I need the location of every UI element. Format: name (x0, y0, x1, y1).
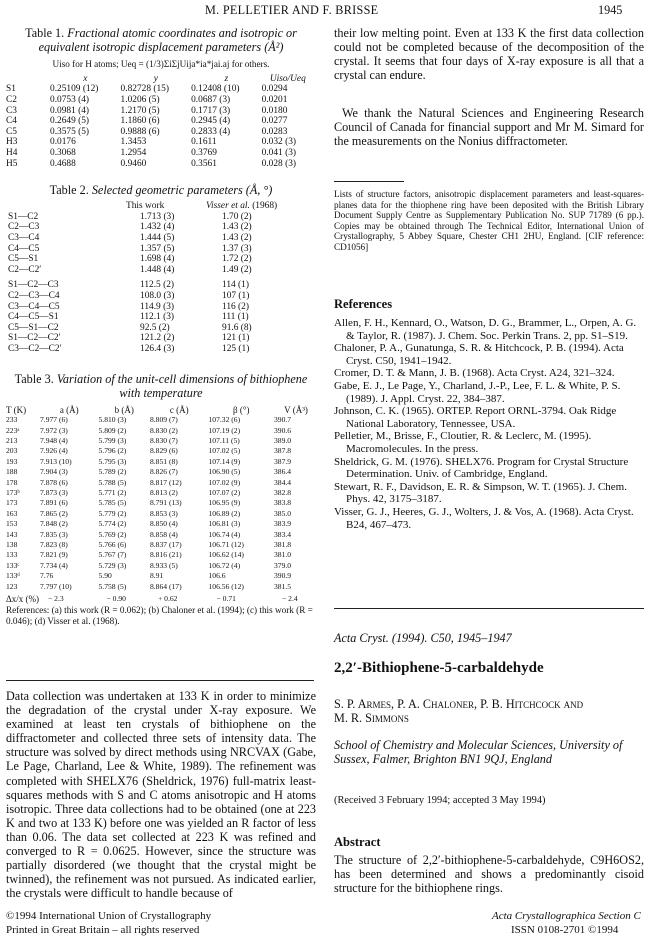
table1-formula: Uiso for H atoms; Ueq = (1/3)ΣiΣjUija*ia*jai.aj for others. (52, 59, 270, 70)
table-row (6, 426, 318, 436)
table3-cell: 8.830 (2) (149, 425, 178, 435)
table2-col-visser: Visser et al. (1968) (206, 201, 278, 212)
table2-param: S1—C2—C2′ (8, 333, 61, 344)
table3-cell: 106.71 (12) (208, 540, 244, 549)
table3-cell: 387.8 (274, 446, 292, 456)
table3-cell: 7.848 (2) (40, 519, 68, 529)
table-row (6, 446, 318, 456)
table1-cell: 0.2833 (4) (191, 126, 231, 137)
table-row (6, 291, 316, 302)
table3-cell: 7.972 (3) (40, 425, 68, 435)
table1-cell: 0.1611 (191, 137, 217, 148)
table2-visser: 125 (1) (222, 343, 250, 354)
table3-cell: 7.823 (8) (40, 540, 68, 549)
table3-delta-cell: − 2.4 (282, 594, 298, 604)
table3-header-row (6, 405, 318, 415)
table3-cell: 153 (6, 519, 18, 529)
table2-param: C4—C5—S1 (8, 312, 59, 323)
table3-col-header: β (°) (233, 404, 250, 415)
table-row (6, 244, 316, 255)
table3-cell: 5.795 (3) (98, 456, 127, 466)
table3-cell: 106.89 (2) (208, 508, 241, 518)
table2-visser: 91.6 (8) (222, 322, 252, 333)
table2-this-work: 126.4 (3) (140, 343, 175, 354)
table2-visser: 1.43 (2) (222, 222, 252, 233)
divider-short (334, 181, 404, 182)
table1-col-header (6, 74, 50, 85)
table2-this-work: 1.713 (3) (140, 211, 175, 222)
table-row (6, 233, 316, 244)
table3-delta-cell: − 0.90 (106, 594, 126, 604)
table2-header-row (6, 201, 316, 212)
table-row (6, 159, 314, 170)
table2-visser: 1.70 (2) (222, 211, 252, 222)
table-row (6, 436, 318, 446)
table3-cell: 178 (6, 477, 18, 487)
citation-text: Acta Cryst. (1994). C50, 1945–1947 (334, 631, 512, 645)
table2-param: C3—C4 (8, 233, 40, 243)
table-row (6, 571, 318, 581)
table3-cell: 8.850 (4) (149, 519, 178, 529)
table1-title: Fractional atomic coordinates and isotropic or equivalent isotropic displacement parameters (Å²) (38, 26, 297, 55)
table-row (6, 582, 318, 592)
table3-body (6, 415, 318, 592)
table3-cell: 7.977 (6) (40, 415, 68, 425)
reference-item: Sheldrick, G. M. (1976). SHELX76. Program for Crystal Structure Determination. Univ. of Cambridge, England. (334, 455, 629, 481)
table2-visser: 1.37 (3) (222, 243, 252, 254)
article-received: (Received 3 February 1994; accepted 3 May 1994) (334, 795, 546, 806)
table2-param: C4—C5 (8, 243, 40, 254)
table3-cell: 203 (6, 446, 18, 456)
table3-cell: 173ᵇ (6, 487, 20, 497)
table-row (6, 265, 316, 276)
table1-cell: C2 (6, 94, 17, 105)
table-row (6, 280, 316, 291)
table3-cell: 7.904 (3) (40, 467, 68, 477)
table3-cell: 8.851 (8) (149, 456, 178, 466)
table-row (6, 254, 316, 265)
table1-cell: 0.0283 (261, 126, 288, 137)
table3-cell: 8.813 (2) (149, 487, 178, 497)
table3-cell: 7.76 (40, 571, 54, 581)
table2 (6, 201, 316, 354)
running-header-authors: M. PELLETIER AND F. BRISSE (205, 3, 379, 17)
table2-label: Table 2. (49, 183, 89, 198)
divider-left (6, 680, 314, 681)
table2-visser: 1.72 (2) (222, 254, 252, 265)
table1-cell: 0.0753 (4) (50, 94, 90, 105)
table-row (6, 84, 314, 95)
table3-cell: 5.799 (3) (98, 435, 127, 445)
page-number: 1945 (598, 3, 623, 17)
table-row (6, 478, 318, 488)
table2-visser: 121 (1) (222, 333, 250, 344)
left-column (6, 26, 316, 627)
table1-cell: S1 (6, 84, 16, 95)
table3-cell: 8.858 (4) (149, 529, 178, 539)
table1-cell: 0.0981 (4) (50, 105, 90, 116)
table2-this-work: 121.2 (2) (140, 333, 175, 344)
acknowledgement: We thank the Natural Sciences and Engineering Research Council of Canada for financial support and Mr M. Simard for the measurements on the Nonius diffractometer. (334, 106, 644, 149)
table1 (6, 74, 314, 169)
table-row (6, 457, 318, 467)
table1-col-header: y (153, 73, 158, 84)
table-row (6, 561, 318, 571)
reference-item: Gabe, E. J., Le Page, Y., Charland, J.-P., Lee, F. L. & White, P. S. (1989). J. Appl. Cryst. 22, 384–387. (334, 379, 621, 405)
footer-issn: ISSN 0108-2701 ©1994 (511, 924, 619, 936)
table3-cell: 8.826 (7) (149, 467, 178, 477)
table3-cell: 8.829 (6) (149, 446, 178, 456)
table3-cell: 5.774 (2) (98, 519, 127, 529)
table3-cell: 173 (6, 498, 18, 508)
table3-cell: 5.796 (2) (98, 446, 127, 456)
table-row (6, 116, 314, 127)
table3-cell: 381.8 (274, 540, 292, 549)
table3-cell: 7.865 (2) (40, 508, 68, 518)
table3-delta-cell: + 0.62 (157, 594, 178, 604)
table2-param: C3—C2—C2′ (8, 343, 62, 354)
table3-footnote: References: (a) this work (R = 0.062); (b) Chaloner et al. (1994); (c) this work (R = 0.046); (d) Visser et al. (1968). (6, 605, 313, 627)
table1-cell: 0.0294 (261, 84, 288, 95)
table1-header-row (6, 74, 314, 85)
table1-cell: 0.0277 (261, 116, 288, 127)
table2-this-work: 108.0 (3) (140, 290, 175, 301)
table3-cell: 7.734 (4) (40, 560, 68, 570)
table3-cell: 7.821 (9) (40, 550, 68, 560)
table3-cell: 106.6 (208, 571, 226, 581)
table2-param: C5—S1 (8, 254, 39, 265)
table1-cell: 0.032 (3) (261, 137, 297, 148)
table3-cell: 7.948 (4) (40, 435, 68, 445)
table1-cell: 0.0176 (50, 137, 76, 148)
table1-cell: H3 (6, 137, 18, 148)
table3-delta-cell: − 2.3 (48, 594, 64, 604)
table3-cell: 133 (6, 550, 18, 560)
table-row (6, 323, 316, 334)
table3-cell: 163 (6, 508, 18, 518)
table2-this-work: 1.444 (5) (140, 233, 175, 243)
table3-cell: 223ᵃ (6, 425, 20, 435)
table1-cell: 1.2954 (120, 147, 147, 158)
abstract-heading: Abstract (334, 835, 381, 849)
table3-cell: 390.9 (274, 571, 292, 581)
table-row (6, 222, 316, 233)
table3-cell: 387.9 (274, 456, 292, 466)
table3-cell: 123 (6, 581, 18, 591)
table2-angles (6, 280, 316, 354)
table-row (6, 415, 318, 425)
references-heading: References (334, 297, 393, 311)
table3-cell: 5.766 (6) (98, 540, 127, 549)
table-row (6, 344, 316, 355)
table2-param: S1—C2—C3 (8, 280, 59, 291)
table-row (6, 106, 314, 117)
table3-col-header: b (Å) (114, 404, 134, 415)
references-list (334, 317, 644, 531)
table2-this-work: 1.357 (5) (140, 243, 175, 254)
table1-cell: C5 (6, 126, 17, 137)
table3-cell: 7.873 (3) (40, 487, 68, 497)
table-row (6, 498, 318, 508)
reference-item: Chaloner, P. A., Gunatunga, S. R. & Hitchcock, P. B. (1994). Acta Cryst. C50, 1941–1942. (334, 342, 624, 367)
table3-cell: 107.14 (9) (208, 456, 241, 466)
table3-cell: 107.19 (2) (208, 425, 241, 435)
table2-this-work: 1.432 (4) (140, 222, 175, 233)
table1-caption (6, 26, 316, 54)
table3-cell: 8.91 (149, 571, 164, 581)
table3-cell: 382.8 (274, 487, 292, 497)
table-row (6, 488, 318, 498)
table3-cell: 8.830 (7) (149, 435, 178, 445)
table3-delta-cell: − 0.71 (216, 594, 236, 604)
table3-cell: 133ᵈ (6, 571, 20, 581)
table1-col-header: x (83, 73, 88, 84)
table1-cell: 1.0206 (5) (120, 94, 160, 105)
table3-cell: 106.90 (5) (208, 467, 241, 477)
table1-cell: 0.1717 (3) (191, 105, 231, 116)
table2-this-work: 1.698 (4) (140, 254, 175, 265)
table3-cell: 383.4 (274, 529, 292, 539)
table3-cell: 379.0 (274, 560, 292, 570)
table1-cell: 0.3769 (191, 147, 217, 158)
table3-cell: 5.90 (98, 571, 112, 581)
table3-cell: 8.816 (21) (149, 550, 182, 560)
table2-visser: 107 (1) (222, 290, 250, 301)
table2-this-work: 112.5 (2) (140, 280, 175, 291)
table3-cell: 383.8 (274, 498, 292, 508)
table3-cell: 5.789 (2) (98, 467, 127, 477)
table-row (6, 530, 318, 540)
table1-col-header: Uiso/Ueq (269, 73, 306, 84)
table3-cell: 5.788 (5) (98, 477, 127, 487)
table3-cell: 5.758 (5) (98, 581, 127, 591)
table3-cell: 7.835 (3) (40, 529, 68, 539)
table1-cell: 0.2945 (4) (191, 116, 231, 127)
deposition-note: Lists of structure factors, anisotropic displacement parameters and least-squares-planes data for the thiophene ring have been deposited with the British Library Document Supply Centre as Supplementary Publication No. SUP 71789 (6 pp.). Copies may be obtained through The Technical Editor, International Union of Crystallography, 5 Abbey Square, Chester CH1 2HU, England. [CIF reference: CD1056] (334, 189, 644, 252)
table3-cell: 386.4 (274, 467, 292, 477)
table3-cell: 8.853 (3) (149, 508, 178, 518)
table3-cell: 383.9 (274, 519, 292, 529)
table1-cell: 1.1860 (6) (120, 116, 160, 127)
table1-cell: 0.028 (3) (261, 158, 297, 169)
table2-visser: 114 (1) (222, 280, 249, 291)
table3-cell: 7.797 (10) (40, 581, 72, 591)
table3-cell: 8.864 (17) (149, 581, 182, 591)
table1-cell: C4 (6, 116, 17, 127)
table1-cell: 0.041 (3) (261, 147, 297, 158)
table1-cell: 0.25109 (12) (50, 84, 99, 95)
footer-copyright: ©1994 International Union of Crystallography (6, 910, 212, 922)
table-row (6, 333, 316, 344)
table3-col-header: T (K) (6, 404, 27, 415)
table3-cell: 107.02 (9) (208, 477, 241, 487)
table3-cell: 390.6 (274, 425, 292, 435)
table-row (6, 148, 314, 159)
table1-cell: 0.12408 (10) (191, 84, 240, 95)
table3-caption (6, 372, 316, 400)
table1-cell: 0.3561 (191, 158, 217, 169)
table3-col-header: a (Å) (59, 404, 79, 415)
table3-cell: 8.933 (5) (149, 560, 178, 570)
table2-param: C2—C3—C4 (8, 290, 60, 301)
reference-item: Cromer, D. T. & Mann, J. B. (1968). Acta Cryst. A24, 321–324. (334, 367, 615, 380)
table3-label: Table 3. (14, 371, 54, 386)
table3-cell: 8.809 (7) (149, 415, 178, 425)
abstract-text: The structure of 2,2′-bithiophene-5-carbaldehyde, C9H6OS2, has been determined and shows a predominantly cisoid structure for the bithiophene rings. (334, 853, 644, 896)
article-citation (334, 631, 512, 646)
table3-cell: 5.785 (5) (98, 498, 127, 508)
article-title: 2,2′-Bithiophene-5-carbaldehyde (334, 660, 544, 676)
table2-this-work: 92.5 (2) (140, 322, 170, 333)
table3-cell: 106.72 (4) (208, 560, 241, 570)
table-row (6, 519, 318, 529)
table-row (6, 127, 314, 138)
table2-param: C2—C3 (8, 222, 40, 233)
table-row (6, 550, 318, 560)
table-row (6, 137, 314, 148)
body-text-left: Data collection was undertaken at 133 K in order to minimize the degradation of the crystal under X-ray exposure. We examined at least ten crystals of bithiophene on the diffractometer and collected three sets of intensity data. The structure was solved by direct methods using NRCVAX (Gabe, Le Page, Charland, Lee & White, 1989). The refinement was completed with SHELX76 (Sheldrick, 1976) full-matrix least-squares methods with S and C atoms anisotropic and H atoms isotropic. Three data collections had to be obtained (one at 223 K and two at 133 K) before one was yielded an R factor of less than 0.06. The data set collected at 223 K was refined and converged to R = 0.0625. However, since the structure was partially disordered (we thought that the crystal might be twinned), the refinement was not pursued. As indicated earlier, the crystals were difficult to handle because of (6, 689, 316, 901)
table2-this-work: 114.9 (3) (140, 301, 175, 312)
table1-cell: 0.2649 (5) (50, 116, 90, 127)
table3-delta-cell: Δx/x (%) (6, 594, 40, 605)
table3-cell: 8.837 (17) (149, 540, 182, 549)
table3-cell: 138 (6, 540, 18, 549)
table-row (6, 302, 316, 313)
reference-item: Johnson, C. K. (1965). ORTEP. Report ORNL-3794. Oak Ridge National Laboratory, Tennessee, USA. (334, 405, 617, 430)
table3-cell: 107.02 (5) (208, 446, 241, 456)
table3-cell: 384.4 (274, 477, 292, 487)
table2-param: C3—C4—C5 (8, 301, 60, 312)
table3-cell: 106.74 (4) (208, 529, 241, 539)
table1-cell: 0.0180 (261, 105, 288, 116)
table2-caption (6, 183, 316, 197)
article-authors-2: M. R. Simmons (334, 711, 409, 725)
reference-item: Visser, G. J., Heeres, G. J., Wolters, J. & Vos, A. (1968). Acta Cryst. B24, 467–473. (334, 505, 634, 531)
table-row (6, 509, 318, 519)
table1-cell: 1.3453 (120, 137, 147, 148)
table3-cell: 5.809 (2) (98, 425, 127, 435)
table1-cell: 0.82728 (15) (120, 84, 169, 95)
table1-cell: H5 (6, 158, 18, 169)
table1-col-header: z (224, 73, 229, 84)
article-authors-1: S. P. Armes, P. A. Chaloner, P. B. Hitchcock and (334, 697, 584, 711)
table-row (6, 467, 318, 477)
table3-cell: 8.817 (12) (149, 477, 182, 487)
table3-cell: 5.810 (3) (98, 415, 127, 425)
table-row (6, 312, 316, 323)
table3-cell: 107.11 (5) (208, 435, 240, 445)
table-row (6, 540, 318, 550)
table1-cell: 1.2170 (5) (120, 105, 160, 116)
table1-cell: H4 (6, 147, 18, 158)
article-affiliation: School of Chemistry and Molecular Sciences, University of Sussex, Falmer, Brighton BN1 9QJ, England (334, 738, 623, 767)
table3-cell: 233 (6, 415, 18, 425)
table2-visser: 116 (2) (222, 301, 249, 312)
table1-cell: 0.9888 (6) (120, 126, 160, 137)
reference-item: Allen, F. H., Kennard, O., Watson, D. G., Brammer, L., Orpen, A. G. & Taylor, R. (1987). J. Chem. Soc. Perkin Trans. 2, pp. S1–S19. (334, 317, 637, 342)
table3-cell: 7.878 (6) (40, 477, 68, 487)
table3-cell: 381.0 (274, 550, 292, 560)
footer-printed: Printed in Great Britain – all rights reserved (6, 924, 200, 936)
table3-col-header: c (Å) (169, 404, 189, 415)
table2-visser: 111 (1) (222, 312, 249, 323)
table1-cell: 0.9460 (120, 158, 147, 169)
table2-param: S1—C2 (8, 211, 39, 222)
table1-cell: 0.3068 (50, 147, 76, 158)
table2-bonds (6, 212, 316, 276)
table1-cell: C3 (6, 105, 17, 116)
table3-title: Variation of the unit-cell dimensions of bithiophene with temperature (56, 371, 308, 400)
table2-param: C5—S1—C2 (8, 322, 59, 333)
table3-cell: 106.62 (14) (208, 550, 244, 560)
table3-cell: 107.32 (6) (208, 415, 241, 425)
table3-cell: 193 (6, 456, 18, 466)
table3-cell: 385.0 (274, 508, 292, 518)
table3-cell: 7.926 (4) (40, 446, 68, 456)
table2-this-work: 112.1 (3) (140, 312, 175, 323)
table3-cell: 381.5 (274, 581, 292, 591)
table3-cell: 107.07 (2) (208, 487, 241, 497)
table3-cell: 188 (6, 467, 18, 477)
table1-cell: 0.0687 (3) (191, 94, 231, 105)
divider-right (334, 608, 644, 609)
table3 (6, 405, 318, 605)
table3-cell: 5.769 (2) (98, 529, 127, 539)
table3-delta-row (6, 592, 318, 604)
body-text-right-top: their low melting point. Even at 133 K the first data collection could not be completed because of the decomposition of the crystal. It seems that four days of X-ray exposure is all that a crystal can endure. (334, 26, 644, 83)
table3-cell: 7.891 (6) (40, 498, 68, 508)
table3-cell: 143 (6, 529, 18, 539)
table1-label: Table 1. (25, 26, 65, 40)
table3-cell: 5.779 (2) (98, 508, 127, 518)
footer-journal: Acta Crystallographica Section C (492, 910, 641, 922)
table3-cell: 7.913 (10) (40, 456, 72, 466)
table1-body (6, 84, 314, 169)
table3-cell: 106.81 (3) (208, 519, 241, 529)
table-row (6, 212, 316, 223)
reference-item: Stewart, R. F., Davidson, E. R. & Simpson, W. T. (1965). J. Chem. Phys. 42, 3175–3187. (334, 480, 627, 506)
table3-cell: 5.767 (7) (98, 550, 127, 560)
table2-this-work: 1.448 (4) (140, 264, 175, 275)
table3-cell: 389.0 (274, 435, 292, 445)
table1-cell: 0.3575 (5) (50, 126, 90, 137)
table3-cell: 106.95 (9) (208, 498, 241, 508)
table1-cell: 0.0201 (261, 94, 288, 105)
reference-item: Pelletier, M., Brisse, F., Cloutier, R. & Leclerc, M. (1995). Macromolecules. In the press. (334, 430, 592, 455)
table3-col-header: V (Å³) (284, 404, 308, 415)
table-row (6, 95, 314, 106)
table3-cell: 8.791 (13) (149, 498, 182, 508)
table2-visser: 1.49 (2) (222, 264, 252, 275)
table2-title: Selected geometric parameters (Å, °) (91, 183, 273, 198)
table2-param: C2—C2′ (8, 264, 42, 275)
table3-cell: 213 (6, 435, 18, 445)
table3-cell: 133ᶜ (6, 560, 20, 570)
table1-cell: 0.4688 (50, 158, 76, 169)
table3-cell: 5.771 (2) (98, 487, 127, 497)
table3-cell: 390.7 (274, 415, 292, 425)
table3-cell: 106.56 (12) (208, 581, 244, 591)
table2-col-this-work: This work (126, 201, 165, 212)
table2-visser: 1.43 (2) (222, 233, 252, 243)
table3-cell: 5.729 (3) (98, 560, 127, 570)
